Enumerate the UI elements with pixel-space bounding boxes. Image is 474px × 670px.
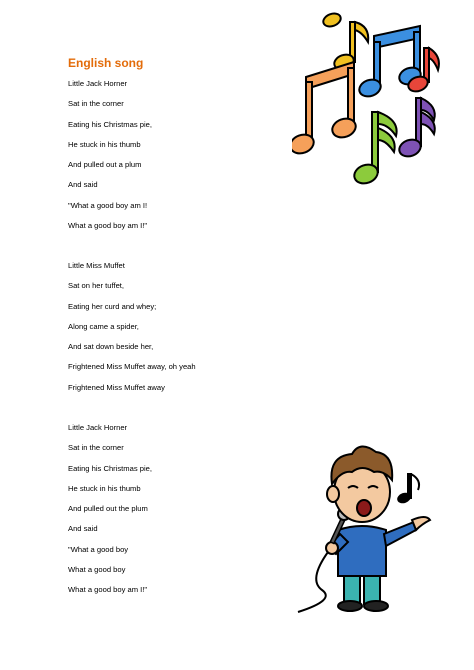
song-title: English song xyxy=(68,56,144,70)
small-note-icon xyxy=(397,474,419,504)
verse-line: And said xyxy=(68,180,98,190)
verse-2 xyxy=(68,256,196,398)
hand-icon xyxy=(412,517,430,530)
verse-line: He stuck in his thumb xyxy=(68,139,141,149)
verse-line: What a good boy am I!" xyxy=(68,585,148,595)
verse-line: Frightened Miss Muffet away xyxy=(68,382,165,392)
verse-line: What a good boy xyxy=(68,565,126,575)
verse-line: And pulled out the plum xyxy=(68,504,148,514)
orange-note-icon xyxy=(292,62,358,157)
verse-line: Little Jack Horner xyxy=(68,423,128,432)
verse-line: Eating his Christmas pie, xyxy=(68,463,152,473)
purple-note-icon xyxy=(397,98,435,159)
verse-line: And pulled out a plum xyxy=(68,160,142,170)
green-note-icon xyxy=(352,112,397,187)
verse-line: Along came a spider, xyxy=(68,321,139,331)
mouth-icon xyxy=(357,500,371,516)
verse-line: Frightened Miss Muffet away, oh yeah xyxy=(68,362,196,372)
verse-line: Little Jack Horner xyxy=(68,79,128,88)
verse-line: "What a good boy xyxy=(68,544,129,554)
verse-3 xyxy=(68,418,152,601)
verse-line: Sat in the corner xyxy=(68,99,124,109)
verse-1 xyxy=(68,74,152,236)
verse-line: "What a good boy am I! xyxy=(68,200,148,210)
verse-line: Sat in the corner xyxy=(68,443,124,453)
verse-line: Eating her curd and whey; xyxy=(68,301,157,311)
shirt-icon xyxy=(338,526,386,576)
verse-line: What a good boy am I!" xyxy=(68,221,148,231)
verse-line: He stuck in his thumb xyxy=(68,483,141,493)
verse-line: Little Miss Muffet xyxy=(68,261,125,270)
singing-boy-icon xyxy=(288,430,438,615)
music-notes-icon xyxy=(292,12,442,192)
verse-line: Sat on her tuffet, xyxy=(68,281,125,291)
verse-line: Eating his Christmas pie, xyxy=(68,119,152,129)
verse-line: And sat down beside her, xyxy=(68,342,154,352)
yellow-note-icon xyxy=(321,12,368,72)
verse-line: And said xyxy=(68,524,98,534)
